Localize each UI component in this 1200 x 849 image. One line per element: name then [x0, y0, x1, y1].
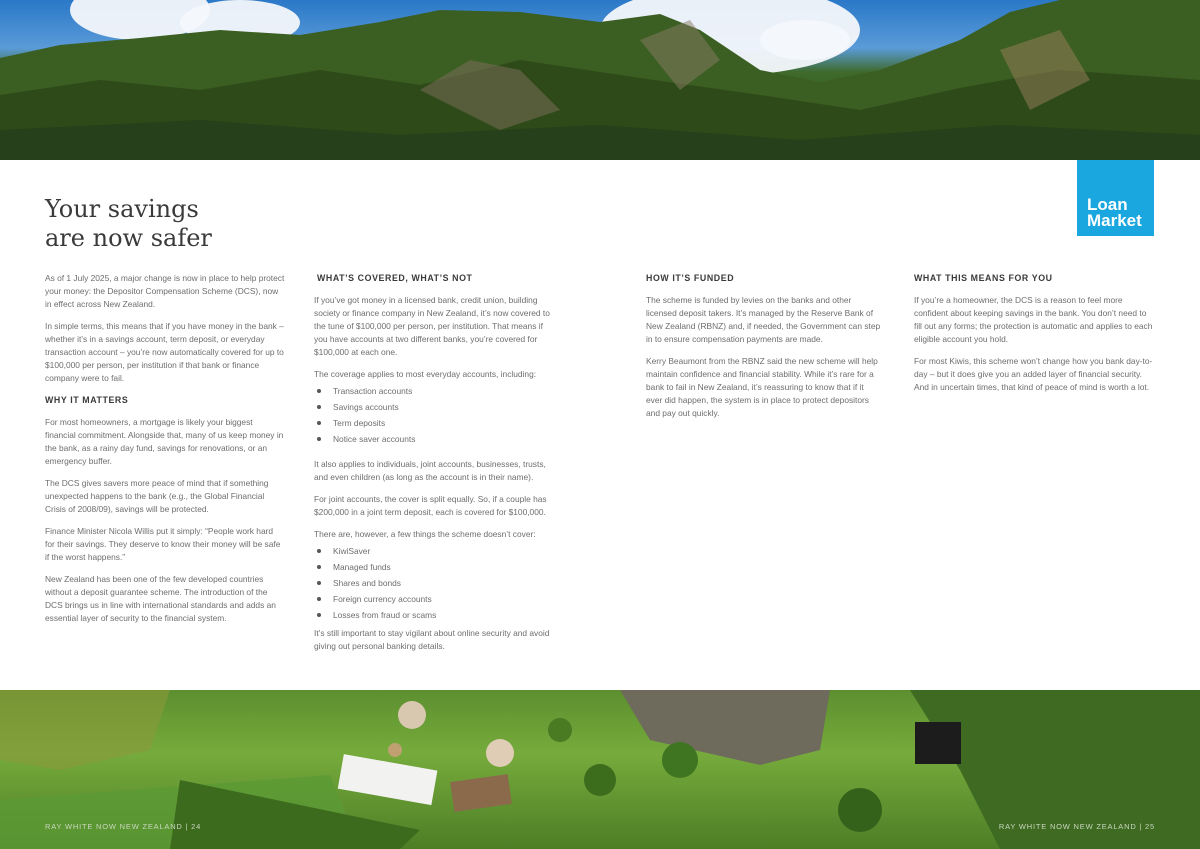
column-what-it-means [914, 272, 1156, 403]
list-item: Shares and bonds [314, 577, 554, 593]
footer-garden-photo [0, 690, 1200, 849]
list-item: KiwiSaver [314, 545, 554, 561]
logo-line-1: Loan [1087, 195, 1128, 214]
body-paragraph: It also applies to individuals, joint accounts, businesses, trusts, and even children (as long as the account is in their name). [314, 459, 546, 482]
logo-line-2: Market [1087, 211, 1142, 230]
list-item: Transaction accounts [314, 385, 554, 401]
body-paragraph: For joint accounts, the cover is split equally. So, if a couple has $200,000 in a joint term deposit, each is covered for $100,000. [314, 494, 547, 517]
body-paragraph: It’s still important to stay vigilant about online security and avoid giving out personal banking details. [314, 628, 550, 651]
section-heading-whats-covered: WHAT’S COVERED, WHAT’S NOT [317, 273, 473, 283]
body-paragraph: The coverage applies to most everyday accounts, including: [314, 369, 537, 379]
column-coverage [314, 272, 554, 662]
not-covered-list [314, 545, 554, 625]
column-funding [646, 272, 882, 429]
list-item: Foreign currency accounts [314, 593, 554, 609]
title-line-2: are now safer [45, 224, 212, 252]
body-paragraph: New Zealand has been one of the few developed countries without a deposit guarantee scheme. The introduction of the DCS brings us in line with international standards and adds an essential layer of security to the financial system. [45, 574, 276, 623]
page-number-right: RAY WHITE NOW NEW ZEALAND | 25 [998, 822, 1155, 831]
list-item: Savings accounts [314, 401, 554, 417]
body-paragraph: Kerry Beaumont from the RBNZ said the new scheme will help maintain confidence and financial stability. While it’s rare for a bank to fail in New Zealand, it’s reassuring to know that if it ever did happen, the system is in place to protect depositors and pay out quickly. [646, 356, 878, 418]
list-item: Term deposits [314, 417, 554, 433]
quote-paragraph: Finance Minister Nicola Willis put it simply: “People work hard for their savings. They deserve to know their money will be safe if the worst happens.” [45, 526, 281, 562]
title-line-1: Your savings [45, 195, 199, 223]
list-item: Managed funds [314, 561, 554, 577]
list-item: Losses from fraud or scams [314, 609, 554, 625]
section-heading-why-it-matters: WHY IT MATTERS [45, 395, 129, 405]
body-paragraph: There are, however, a few things the scheme doesn’t cover: [314, 529, 536, 539]
loan-market-logo [1077, 160, 1154, 236]
covered-accounts-list [314, 385, 554, 449]
body-paragraph: If you’ve got money in a licensed bank, credit union, building society or finance company in New Zealand, it’s now covered to the tune of $100,000 per person, per institution. That means if you have accounts at two different banks, you’re covered for $100,000 at each one. [314, 295, 550, 357]
body-paragraph: If you’re a homeowner, the DCS is a reason to feel more confident about keeping savings in the bank. You don’t need to fill out any forms; the protection is automatic and applies to each eligible account you hold. [914, 295, 1153, 344]
section-heading-what-this-means: WHAT THIS MEANS FOR YOU [914, 273, 1053, 283]
body-paragraph: The DCS gives savers more peace of mind that if something unexpected happens to the bank (e.g., the Global Financial Crisis of 2008/09), savings will be protected. [45, 478, 269, 514]
body-paragraph: For most Kiwis, this scheme won’t change how you bank day-to-day – but it does give you an added layer of financial security. And in uncertain times, that kind of peace of mind is worth a lot. [914, 356, 1153, 392]
body-paragraph: For most homeowners, a mortgage is likely your biggest financial commitment. Alongside that, many of us keep money in the bank, as a rainy day fund, savings for renovations, or an emergency buffer. [45, 417, 284, 466]
body-paragraph: In simple terms, this means that if you have money in the bank – whether it’s in a savings account, term deposit, or everyday transaction account – you’re now automatically covered for up to $100,000 per person, per institution if that bank or finance company were to fail. [45, 321, 284, 383]
page-number-left: RAY WHITE NOW NEW ZEALAND | 24 [45, 822, 202, 831]
body-paragraph: The scheme is funded by levies on the banks and other licensed deposit takers. It’s managed by the Reserve Bank of New Zealand (RBNZ) and, if needed, the Government can step in to ensure compensation payments are made. [646, 295, 881, 344]
section-heading-how-its-funded: HOW IT’S FUNDED [646, 273, 735, 283]
hillside-graphic [0, 0, 1200, 160]
intro-paragraph: As of 1 July 2025, a major change is now in place to help protect your money: the Depositor Compensation Scheme (DCS), now in effect across New Zealand. [45, 273, 285, 309]
hero-mountain-photo [0, 0, 1200, 160]
list-item: Notice saver accounts [314, 433, 554, 449]
page-title [45, 195, 285, 253]
column-intro [45, 272, 285, 634]
